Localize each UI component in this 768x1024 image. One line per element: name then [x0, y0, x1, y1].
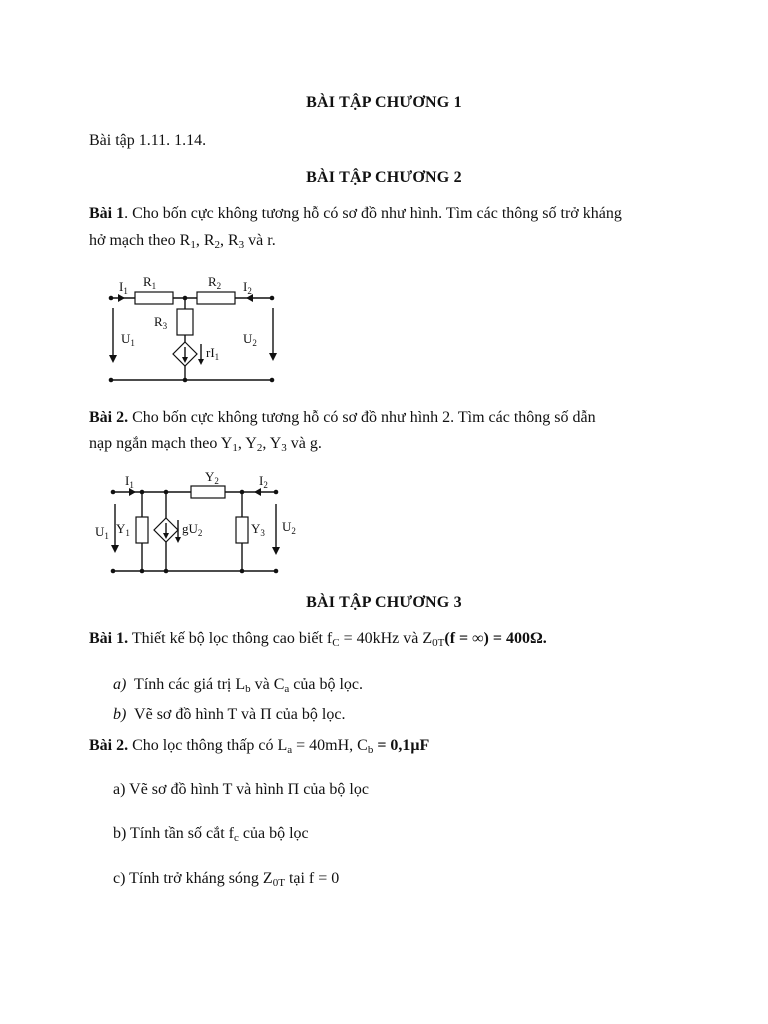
ch2-bai2-label: Bài 2. — [89, 409, 129, 426]
label-r1: $R_1$ — [143, 274, 157, 291]
label-i2: $I_2$ — [243, 279, 252, 296]
chapter-2-title: BÀI TẬP CHƯƠNG 2 — [306, 169, 462, 186]
label-r3: $R_3$ — [154, 314, 168, 331]
label2-y1: $Y_1$ — [116, 521, 130, 538]
label-r2: $R_2$ — [208, 274, 222, 291]
ch3-bai2-line: Bài 2. Cho lọc thông thấp có $L_a = 40mH$, $C_b = 0,1\mu F$ — [89, 737, 430, 756]
label-i1: $I_1$ — [119, 279, 128, 296]
label2-i1: $I_1$ — [125, 473, 134, 490]
label2-y3: $Y_3$ — [251, 521, 265, 538]
ch2-bai1-label: Bài 1 — [89, 205, 125, 222]
ch2-bai1-line1: Bài 1. Cho bốn cực không tương hỗ có sơ đồ như hình. Tìm các thông số trở kháng — [89, 205, 622, 222]
label-ri1: $rI_1$ — [206, 345, 220, 362]
chapter-1-exercises: Bài tập 1.11. 1.14. — [89, 132, 207, 149]
label-u1: $U_1$ — [121, 331, 135, 348]
ch3-bai1-line: Bài 1. Thiết kế bộ lọc thông cao biết $f_C = 40kHz$ và $Z_{0T}(f$ = ∞) = 400Ω. — [89, 630, 547, 649]
ch3-bai1-a: a) Tính các giá trị $L_b$ và $C_a$ của bộ lọc. — [113, 676, 364, 695]
ch2-bai2-line2: nạp ngắn mạch theo $Y_1$, $Y_2$, $Y_3$ và g. — [89, 435, 322, 454]
label2-u2: $U_2$ — [282, 519, 296, 536]
ch2-bai2-line1: Bài 2. Cho bốn cực không tương hỗ có sơ đồ như hình 2. Tìm các thông số dẫn — [89, 409, 596, 426]
chapter-3-title: BÀI TẬP CHƯƠNG 3 — [306, 594, 462, 611]
label2-gu2: $gU_2$ — [182, 521, 203, 538]
ch3-bai1-b: b) Vẽ sơ đồ hình T và Π của bộ lọc. — [113, 706, 346, 723]
admittance-y2 — [191, 486, 225, 498]
admittance-y3 — [236, 517, 248, 543]
label2-y2: $Y_2$ — [205, 469, 219, 486]
ch3-bai2-a: a) Vẽ sơ đồ hình T và hình Π của bộ lọc — [113, 781, 369, 798]
admittance-y1 — [136, 517, 148, 543]
label2-i2: $I_2$ — [259, 473, 268, 490]
ch2-bai1-line2: hở mạch theo $R_1$, $R_2$, $R_3$ và r. — [89, 232, 276, 251]
label2-u1: $U_1$ — [95, 524, 109, 541]
ch3-bai2-b: b) Tính tần số cắt $f_c$ của bộ lọc — [113, 825, 309, 844]
label-u2: $U_2$ — [243, 331, 257, 348]
chapter-1-title: BÀI TẬP CHƯƠNG 1 — [306, 94, 462, 111]
ch3-bai2-c: c) Tính trở kháng sóng $Z_{0T}$ tại f = 0 — [113, 870, 340, 889]
